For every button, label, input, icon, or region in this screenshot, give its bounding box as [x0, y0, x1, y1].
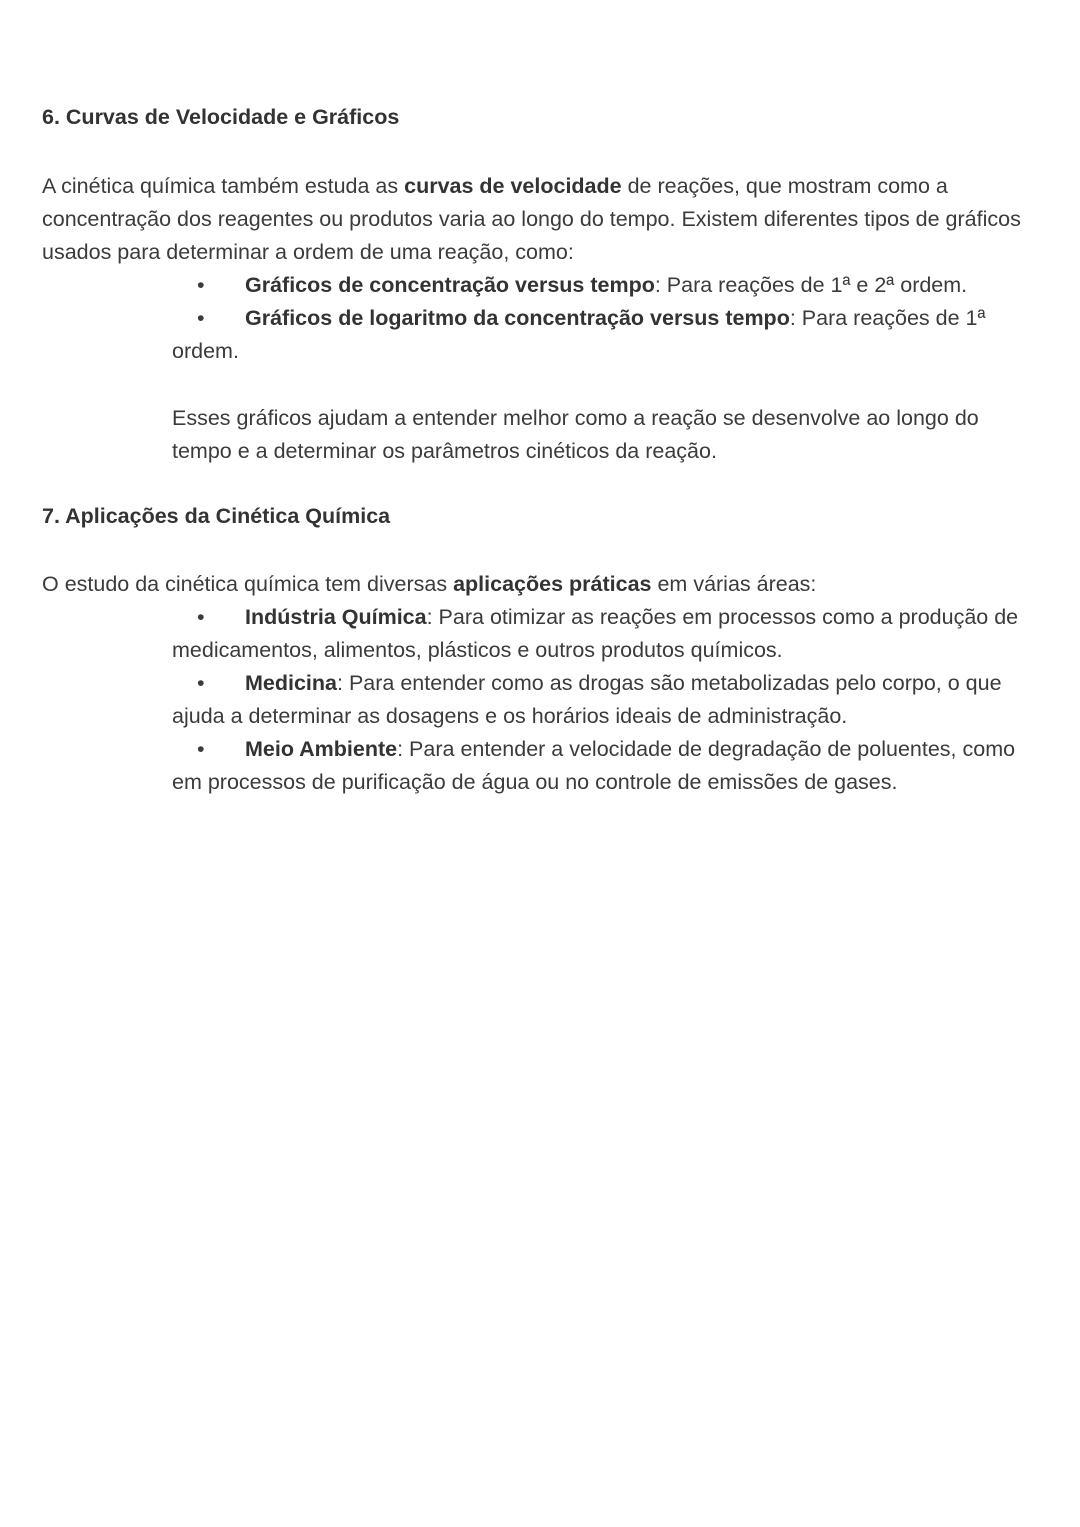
- list-item-term: Medicina: [245, 671, 337, 695]
- intro-bold-term: aplicações práticas: [453, 572, 652, 596]
- list-item-text: : Para entender a velocidade de degradação de poluentes, como em processos de purificação de água ou no controle de emissões de gases.: [172, 737, 1016, 794]
- list-item: [172, 302, 1042, 368]
- intro-text: em várias áreas:: [651, 572, 817, 596]
- bullet-icon: •: [197, 306, 205, 330]
- bullet-icon: •: [197, 737, 205, 761]
- bullet-icon: •: [197, 605, 205, 629]
- list-item: [172, 601, 1042, 667]
- section-6-bullet-list: [172, 269, 1042, 368]
- list-item: [172, 269, 1042, 302]
- list-item-text: : Para reações de 1ª e 2ª ordem.: [654, 273, 968, 297]
- list-item-text: : Para otimizar as reações em processos como a produção de medicamentos, alimentos, plásticos e outros produtos químicos.: [172, 605, 1019, 662]
- bullet-icon: •: [197, 671, 205, 695]
- intro-text: A cinética química também estuda as: [42, 174, 405, 198]
- list-item-text: : Para reações de 1ª ordem.: [172, 306, 986, 363]
- section-6-intro: [42, 170, 1042, 269]
- bullet-icon: •: [197, 273, 205, 297]
- list-item: [172, 733, 1042, 799]
- section-7-intro: [42, 568, 1042, 601]
- section-6-closing: Esses gráficos ajudam a entender melhor como a reação se desenvolve ao longo do tempo e a determinar os parâmetros cinéticos da reação.: [172, 406, 979, 463]
- list-item-term: Gráficos de concentração versus tempo: [245, 273, 655, 297]
- intro-text: de reações, que mostram como a concentração dos reagentes ou produtos varia ao longo do tempo. Existem diferentes tipos de gráficos usados para determinar a ordem de uma reação, como:: [42, 174, 1021, 264]
- section-7-bullet-list: [172, 601, 1042, 799]
- section-6-title: 6. Curvas de Velocidade e Gráficos: [42, 105, 400, 129]
- list-item-term: Indústria Química: [245, 605, 427, 629]
- section-7-title: 7. Aplicações da Cinética Química: [42, 504, 391, 528]
- list-item-text: : Para entender como as drogas são metabolizadas pelo corpo, o que ajuda a determinar as dosagens e os horários ideais de administração.: [172, 671, 1002, 728]
- list-item: [172, 667, 1042, 733]
- intro-text: O estudo da cinética química tem diversas: [42, 572, 454, 596]
- intro-bold-term: curvas de velocidade: [404, 174, 622, 198]
- list-item-term: Meio Ambiente: [245, 737, 398, 761]
- list-item-term: Gráficos de logaritmo da concentração versus tempo: [245, 306, 790, 330]
